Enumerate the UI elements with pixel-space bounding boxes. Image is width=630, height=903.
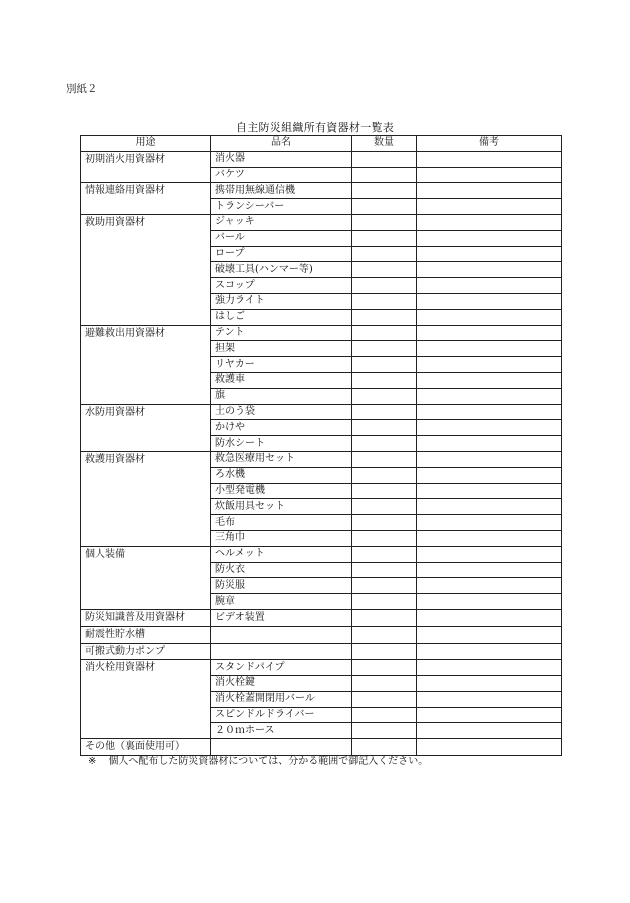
remarks-cell[interactable] [417, 451, 562, 467]
remarks-cell[interactable] [417, 609, 562, 626]
quantity-cell[interactable] [352, 420, 417, 436]
remarks-cell[interactable] [417, 420, 562, 436]
item-cell [211, 643, 352, 660]
item-cell: 土のう袋 [211, 404, 352, 420]
remarks-cell[interactable] [417, 594, 562, 610]
remarks-cell[interactable] [417, 214, 562, 230]
quantity-cell[interactable] [352, 436, 417, 452]
table-row [81, 609, 562, 626]
item-cell: はしご [211, 309, 352, 325]
item-cell: バール [211, 230, 352, 246]
item-cell: 消火器 [211, 151, 352, 167]
category-cell: 避難救出用資器材 [81, 325, 211, 404]
quantity-cell[interactable] [352, 167, 417, 183]
quantity-cell[interactable] [352, 151, 417, 167]
quantity-cell[interactable] [352, 707, 417, 723]
remarks-cell[interactable] [417, 262, 562, 278]
quantity-cell[interactable] [352, 643, 417, 660]
category-cell: 消火栓用資器材 [81, 660, 211, 739]
document-title: 自主防災組織所有資器材一覧表 [235, 121, 395, 134]
quantity-cell[interactable] [352, 626, 417, 643]
remarks-cell[interactable] [417, 388, 562, 404]
remarks-cell[interactable] [417, 660, 562, 676]
table-row [81, 183, 562, 199]
quantity-cell[interactable] [352, 578, 417, 594]
table-row [81, 660, 562, 676]
quantity-cell[interactable] [352, 372, 417, 388]
remarks-cell[interactable] [417, 341, 562, 357]
quantity-cell[interactable] [352, 546, 417, 562]
quantity-cell[interactable] [352, 278, 417, 294]
header-quantity: 数量 [352, 136, 417, 152]
table-row [81, 451, 562, 467]
quantity-cell[interactable] [352, 230, 417, 246]
item-cell: 破壊工具(ハンマー等) [211, 262, 352, 278]
quantity-cell[interactable] [352, 388, 417, 404]
remarks-cell[interactable] [417, 436, 562, 452]
remarks-cell[interactable] [417, 183, 562, 199]
item-cell: 毛布 [211, 515, 352, 531]
quantity-cell[interactable] [352, 609, 417, 626]
item-cell: ビデオ装置 [211, 609, 352, 626]
remarks-cell[interactable] [417, 357, 562, 373]
remarks-cell[interactable] [417, 483, 562, 499]
remarks-cell[interactable] [417, 309, 562, 325]
category-cell: 個人装備 [81, 546, 211, 609]
item-cell: 炊飯用具セット [211, 499, 352, 515]
remarks-cell[interactable] [417, 578, 562, 594]
quantity-cell[interactable] [352, 660, 417, 676]
item-cell: ２０ｍホース [211, 723, 352, 739]
item-cell: スタンドパイプ [211, 660, 352, 676]
quantity-cell[interactable] [352, 404, 417, 420]
remarks-cell[interactable] [417, 499, 562, 515]
item-cell: リヤカー [211, 357, 352, 373]
quantity-cell[interactable] [352, 325, 417, 341]
quantity-cell[interactable] [352, 562, 417, 578]
table-row [81, 325, 562, 341]
header-remarks: 備考 [417, 136, 562, 152]
category-cell: 水防用資器材 [81, 404, 211, 451]
table-row [81, 626, 562, 643]
item-cell: テント [211, 325, 352, 341]
remarks-cell[interactable] [417, 723, 562, 739]
remarks-cell[interactable] [417, 293, 562, 309]
item-cell: スコップ [211, 278, 352, 294]
category-cell: 救助用資器材 [81, 214, 211, 325]
quantity-cell[interactable] [352, 676, 417, 692]
category-cell: 防災知識普及用資器材 [81, 609, 211, 626]
category-cell: 救護用資器材 [81, 451, 211, 546]
remarks-cell[interactable] [417, 467, 562, 483]
item-cell: ヘルメット [211, 546, 352, 562]
remarks-cell[interactable] [417, 739, 562, 756]
item-cell: 小型発電機 [211, 483, 352, 499]
item-cell [211, 626, 352, 643]
remarks-cell[interactable] [417, 546, 562, 562]
remarks-cell[interactable] [417, 515, 562, 531]
quantity-cell[interactable] [352, 483, 417, 499]
category-cell: 耐震性貯水槽 [81, 626, 211, 643]
item-cell: 消火栓鍵 [211, 676, 352, 692]
category-cell: 初期消火用資器材 [81, 151, 211, 183]
quantity-cell[interactable] [352, 199, 417, 215]
item-cell: トランシーバー [211, 199, 352, 215]
table-row [81, 214, 562, 230]
table-body [81, 151, 562, 755]
quantity-cell[interactable] [352, 262, 417, 278]
category-cell: 情報連絡用資器材 [81, 183, 211, 215]
quantity-cell[interactable] [352, 246, 417, 262]
item-cell: 三角巾 [211, 530, 352, 546]
quantity-cell[interactable] [352, 594, 417, 610]
quantity-cell[interactable] [352, 515, 417, 531]
remarks-cell[interactable] [417, 626, 562, 643]
item-cell: ロープ [211, 246, 352, 262]
quantity-cell[interactable] [352, 293, 417, 309]
remarks-cell[interactable] [417, 199, 562, 215]
quantity-cell[interactable] [352, 467, 417, 483]
remarks-cell[interactable] [417, 325, 562, 341]
quantity-cell[interactable] [352, 499, 417, 515]
remarks-cell[interactable] [417, 530, 562, 546]
item-cell: 救護車 [211, 372, 352, 388]
item-cell: 消火栓蓋開閉用バール [211, 691, 352, 707]
item-cell: ジャッキ [211, 214, 352, 230]
attachment-label: 別紙２ [66, 83, 98, 95]
remarks-cell[interactable] [417, 707, 562, 723]
item-cell: バケツ [211, 167, 352, 183]
remarks-cell[interactable] [417, 278, 562, 294]
remarks-cell[interactable] [417, 246, 562, 262]
item-cell: 防火衣 [211, 562, 352, 578]
item-cell: 旗 [211, 388, 352, 404]
quantity-cell[interactable] [352, 341, 417, 357]
remarks-cell[interactable] [417, 404, 562, 420]
remarks-cell[interactable] [417, 562, 562, 578]
remarks-cell[interactable] [417, 691, 562, 707]
quantity-cell[interactable] [352, 723, 417, 739]
item-cell: かけや [211, 420, 352, 436]
table-row [81, 404, 562, 420]
table-row [81, 151, 562, 167]
item-cell: ろ水機 [211, 467, 352, 483]
remarks-cell[interactable] [417, 676, 562, 692]
remarks-cell[interactable] [417, 230, 562, 246]
note-mark: ※ [88, 756, 97, 767]
quantity-cell[interactable] [352, 451, 417, 467]
header-category: 用途 [81, 136, 211, 152]
remarks-cell[interactable] [417, 372, 562, 388]
item-cell: 強力ライト [211, 293, 352, 309]
item-cell: 防水シート [211, 436, 352, 452]
table-header-row [81, 136, 562, 152]
item-cell: 防災服 [211, 578, 352, 594]
header-item: 品名 [211, 136, 352, 152]
quantity-cell[interactable] [352, 357, 417, 373]
quantity-cell[interactable] [352, 530, 417, 546]
equipment-table [80, 135, 562, 756]
item-cell: 携帯用無線通信機 [211, 183, 352, 199]
quantity-cell[interactable] [352, 309, 417, 325]
table-row [81, 546, 562, 562]
remarks-cell[interactable] [417, 643, 562, 660]
remarks-cell[interactable] [417, 151, 562, 167]
footnote [88, 752, 428, 767]
category-cell: その他（裏面使用可） [81, 739, 211, 756]
table-row [81, 643, 562, 660]
quantity-cell[interactable] [352, 214, 417, 230]
note-text: 個人へ配布した防災資器材については、分かる範囲で御記入ください。 [108, 756, 429, 767]
quantity-cell[interactable] [352, 691, 417, 707]
item-cell: スピンドルドライバー [211, 707, 352, 723]
remarks-cell[interactable] [417, 167, 562, 183]
quantity-cell[interactable] [352, 183, 417, 199]
item-cell: 担架 [211, 341, 352, 357]
item-cell: 腕章 [211, 594, 352, 610]
category-cell: 可搬式動力ポンプ [81, 643, 211, 660]
item-cell: 救急医療用セット [211, 451, 352, 467]
